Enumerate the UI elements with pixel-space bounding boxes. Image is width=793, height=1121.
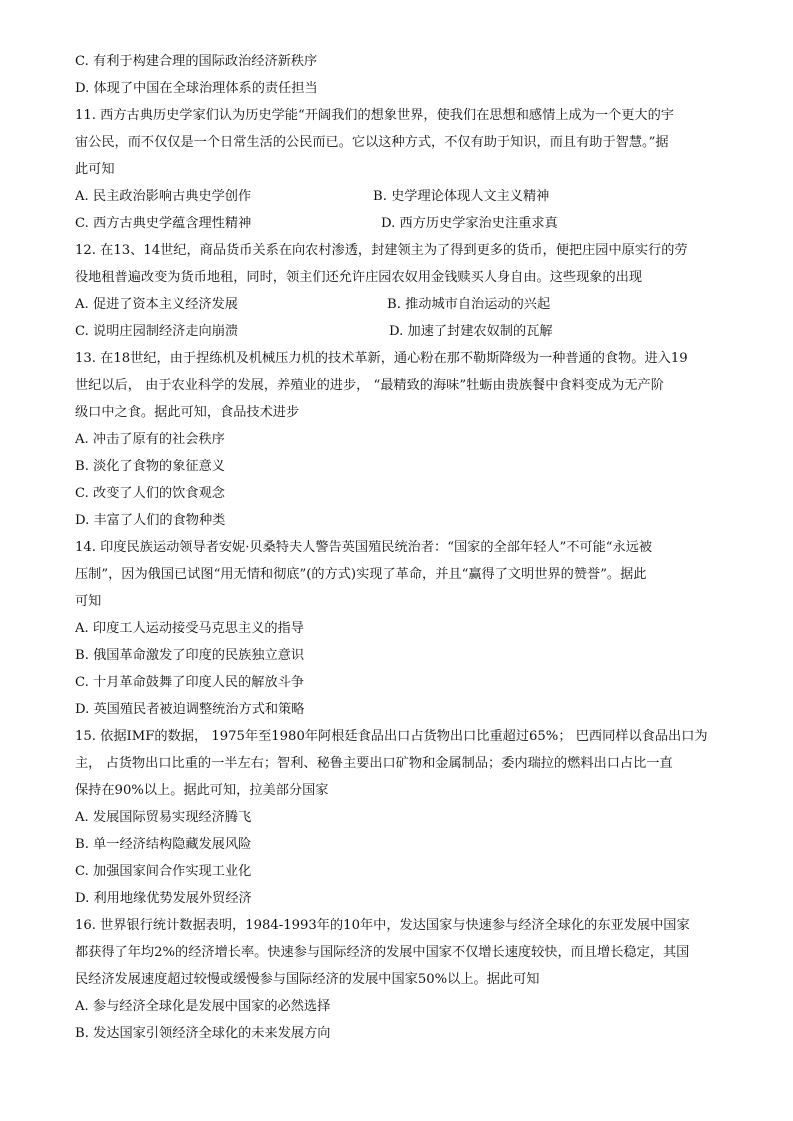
question-stem-line: 都获得了年均2%的经济增长率。快速参与国际经济的发展中国家不仅增长速度较快，而且增长稳定，其国 xyxy=(75,945,690,960)
option-c: C. 西方古典史学蕴含理性精神 xyxy=(75,216,252,231)
option-b: B. 淡化了食物的象征意义 xyxy=(75,459,225,474)
option-d: D. 英国殖民者被迫调整统治方式和策略 xyxy=(75,702,305,717)
question-stem-line: 民经济发展速度超过较慢或缓慢参与国际经济的发展中国家50%以上。据此可知 xyxy=(75,972,540,987)
question-stem-line: 11. 西方古典历史学家们认为历史学能“开阔我们的想象世界，使我们在思想和感情上成为一个更大的宇 xyxy=(75,108,674,123)
question-stem-line: 此可知 xyxy=(75,162,115,177)
option-c: C. 改变了人们的饮食观念 xyxy=(75,486,225,501)
option-row xyxy=(75,183,725,210)
question-stem-line: 保持在90%以上。据此可知，拉美部分国家 xyxy=(75,783,329,798)
option-d: D. 利用地缘优势发展外贸经济 xyxy=(75,891,252,906)
page-content xyxy=(75,48,725,1047)
option-d: D. 西方历史学家治史注重求真 xyxy=(381,216,558,231)
option-c: C. 十月革命鼓舞了印度人民的解放斗争 xyxy=(75,675,305,690)
question-stem-line: 14. 印度民族运动领导者安妮·贝桑特夫人警告英国殖民统治者：“国家的全部年轻人”不可能“永远被 xyxy=(75,540,653,555)
option-b: B. 单一经济结构隐藏发展风险 xyxy=(75,837,252,852)
option-c: C. 说明庄园制经济走向崩溃 xyxy=(75,324,239,339)
question-14 xyxy=(75,534,725,723)
option-row xyxy=(75,318,725,345)
option-b: B. 俄国革命激发了印度的民族独立意识 xyxy=(75,648,305,663)
question-stem-line: 13. 在18世纪，由于捏练机及机械压力机的技术革新，通心粉在那不勒斯降级为一种普通的食物。进入19 xyxy=(75,351,688,366)
question-stem-line: 宙公民，而不仅仅是一个日常生活的公民而已。它以这种方式，不仅有助于知识，而且有助于智慧。”据 xyxy=(75,135,669,150)
option-row xyxy=(75,210,725,237)
option-c: C. 加强国家间合作实现工业化 xyxy=(75,864,252,879)
option-a: A. 冲击了原有的社会秩序 xyxy=(75,432,225,447)
option-b: B. 史学理论体现人文主义精神 xyxy=(373,189,550,204)
option-d: D. 丰富了人们的食物种类 xyxy=(75,513,226,528)
option-d-prev: D. 体现了中国在全球治理体系的责任担当 xyxy=(75,81,318,96)
question-13 xyxy=(75,345,725,534)
option-a: A. 印度工人运动接受马克思主义的指导 xyxy=(75,621,304,636)
question-stem-line: 级口中之食。据此可知，食品技术进步 xyxy=(75,405,300,420)
option-a: A. 参与经济全球化是发展中国家的必然选择 xyxy=(75,999,331,1014)
question-stem-line: 可知 xyxy=(75,594,102,609)
question-15 xyxy=(75,723,725,912)
option-a: A. 促进了资本主义经济发展 xyxy=(75,297,238,312)
option-d: D. 加速了封建农奴制的瓦解 xyxy=(389,324,553,339)
option-b: B. 发达国家引领经济全球化的未来发展方向 xyxy=(75,1026,331,1041)
question-stem-line: 役地租普遍改变为货币地租，同时，领主们还允许庄园农奴用金钱赎买人身自由。这些现象的出现 xyxy=(75,270,643,285)
question-stem-line: 12. 在13、14世纪，商品货币关系在向农村渗透，封建领主为了得到更多的货币，便把庄园中原实行的劳 xyxy=(75,243,688,258)
question-stem-line: 15. 依据IMF的数据， 1975年至1980年阿根廷食品出口占货物出口比重超过65%； 巴西同样以食品出口为 xyxy=(75,729,708,744)
question-11 xyxy=(75,102,725,237)
question-stem-line: 主， 占货物出口比重的一半左右；智利、秘鲁主要出口矿物和金属制品；委内瑞拉的燃料出口占比一直 xyxy=(75,756,673,771)
option-a: A. 民主政治影响古典史学创作 xyxy=(75,189,252,204)
option-row xyxy=(75,291,725,318)
question-16 xyxy=(75,912,725,1047)
question-stem-line: 世纪以后， 由于农业科学的发展，养殖业的进步， “最精致的海味”牡蛎由贵族餐中食料变成为无产阶 xyxy=(75,378,664,393)
question-12 xyxy=(75,237,725,345)
option-b: B. 推动城市自治运动的兴起 xyxy=(387,297,551,312)
question-stem-line: 16. 世界银行统计数据表明，1984-1993年的10年中，发达国家与快速参与经济全球化的东亚发展中国家 xyxy=(75,918,690,933)
option-c-prev: C. 有利于构建合理的国际政治经济新秩序 xyxy=(75,54,318,69)
option-a: A. 发展国际贸易实现经济腾飞 xyxy=(75,810,252,825)
question-stem-line: 压制”，因为俄国已试图“用无情和彻底”(的方式)实现了革命，并且“赢得了文明世界的赞誉”。据此 xyxy=(75,567,647,582)
